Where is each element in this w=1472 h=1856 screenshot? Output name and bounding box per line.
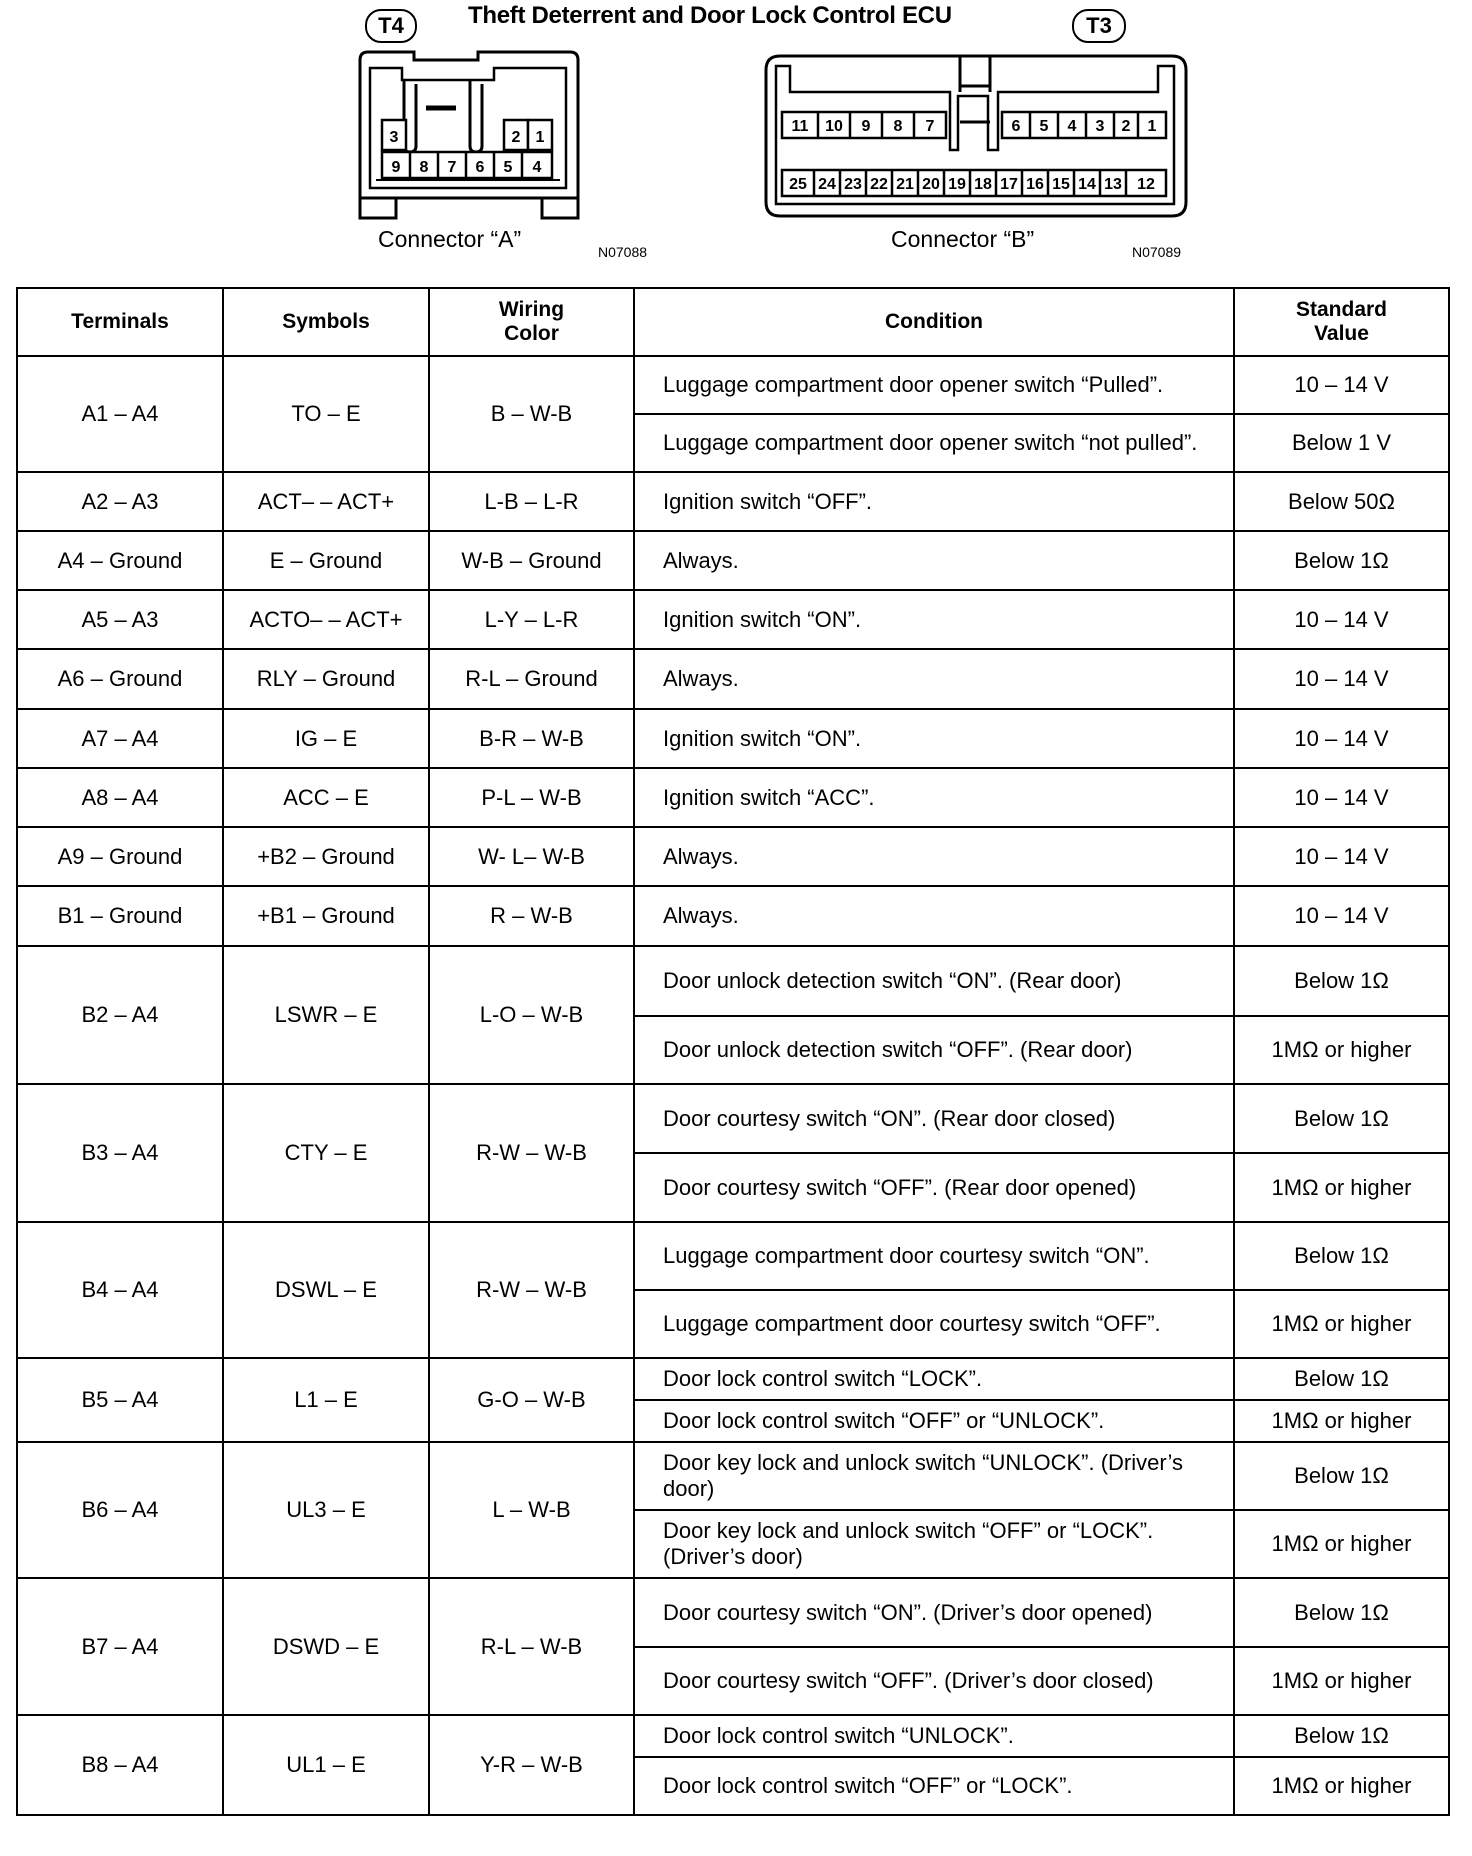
symbols-cell: DSWD – E bbox=[223, 1578, 429, 1715]
standard-value-cell: Below 1Ω bbox=[1234, 531, 1449, 590]
symbols-cell: ACTO– – ACT+ bbox=[223, 590, 429, 649]
standard-value-cell: Below 1Ω bbox=[1234, 1358, 1449, 1400]
terminals-cell: B1 – Ground bbox=[17, 886, 223, 946]
symbols-cell: TO – E bbox=[223, 356, 429, 472]
condition-cell: Ignition switch “ON”. bbox=[634, 709, 1234, 768]
wiring-color-cell: R-W – W-B bbox=[429, 1084, 634, 1222]
condition-cell: Door key lock and unlock switch “UNLOCK”. (Driver’s door) bbox=[634, 1442, 1234, 1510]
col-header-condition: Condition bbox=[634, 288, 1234, 356]
connector-code-badge-t3: T3 bbox=[1072, 9, 1126, 43]
terminals-cell: A9 – Ground bbox=[17, 827, 223, 886]
svg-text:19: 19 bbox=[948, 176, 966, 193]
terminals-cell: B8 – A4 bbox=[17, 1715, 223, 1815]
standard-value-cell: 10 – 14 V bbox=[1234, 768, 1449, 827]
symbols-cell: DSWL – E bbox=[223, 1222, 429, 1358]
svg-text:13: 13 bbox=[1104, 176, 1122, 193]
wiring-color-cell: L-Y – L-R bbox=[429, 590, 634, 649]
standard-value-cell: 1MΩ or higher bbox=[1234, 1647, 1449, 1715]
terminal-inspection-table bbox=[16, 287, 1448, 1816]
svg-text:5: 5 bbox=[503, 159, 513, 176]
svg-text:11: 11 bbox=[791, 118, 809, 135]
svg-text:7: 7 bbox=[925, 118, 935, 135]
svg-text:22: 22 bbox=[870, 176, 888, 193]
condition-cell: Always. bbox=[634, 827, 1234, 886]
symbols-cell: RLY – Ground bbox=[223, 649, 429, 709]
symbols-cell: E – Ground bbox=[223, 531, 429, 590]
table-row bbox=[17, 1715, 1449, 1757]
svg-text:7: 7 bbox=[447, 159, 457, 176]
standard-value-cell: 10 – 14 V bbox=[1234, 649, 1449, 709]
condition-cell: Door lock control switch “OFF” or “LOCK”. bbox=[634, 1757, 1234, 1815]
standard-value-cell: Below 1Ω bbox=[1234, 1084, 1449, 1153]
condition-cell: Door courtesy switch “OFF”. (Rear door opened) bbox=[634, 1153, 1234, 1222]
standard-value-cell: Below 50Ω bbox=[1234, 472, 1449, 531]
standard-value-cell: Below 1Ω bbox=[1234, 1222, 1449, 1290]
wiring-color-cell: L – W-B bbox=[429, 1442, 634, 1578]
condition-cell: Ignition switch “ACC”. bbox=[634, 768, 1234, 827]
standard-value-cell: 1MΩ or higher bbox=[1234, 1400, 1449, 1442]
svg-text:9: 9 bbox=[861, 118, 871, 135]
svg-text:2: 2 bbox=[1121, 118, 1131, 135]
terminals-cell: A1 – A4 bbox=[17, 356, 223, 472]
condition-cell: Door courtesy switch “ON”. (Driver’s door opened) bbox=[634, 1578, 1234, 1647]
terminals-cell: B4 – A4 bbox=[17, 1222, 223, 1358]
terminals-cell: B2 – A4 bbox=[17, 946, 223, 1084]
svg-text:8: 8 bbox=[419, 159, 429, 176]
standard-value-cell: Below 1 V bbox=[1234, 414, 1449, 472]
svg-text:8: 8 bbox=[893, 118, 903, 135]
standard-value-cell: Below 1Ω bbox=[1234, 1715, 1449, 1757]
connector-a-label: Connector “A” bbox=[378, 226, 522, 252]
condition-cell: Door courtesy switch “ON”. (Rear door closed) bbox=[634, 1084, 1234, 1153]
terminals-cell: B6 – A4 bbox=[17, 1442, 223, 1578]
standard-value-cell: Below 1Ω bbox=[1234, 1442, 1449, 1510]
symbols-cell: IG – E bbox=[223, 709, 429, 768]
table-row bbox=[17, 1578, 1449, 1647]
svg-text:4: 4 bbox=[1067, 118, 1077, 135]
svg-text:24: 24 bbox=[818, 176, 836, 193]
table-row bbox=[17, 1084, 1449, 1153]
terminals-cell: A4 – Ground bbox=[17, 531, 223, 590]
terminals-cell: A5 – A3 bbox=[17, 590, 223, 649]
condition-cell: Ignition switch “OFF”. bbox=[634, 472, 1234, 531]
table-row bbox=[17, 886, 1449, 946]
svg-text:14: 14 bbox=[1078, 176, 1096, 193]
table-row bbox=[17, 356, 1449, 414]
wiring-color-cell: P-L – W-B bbox=[429, 768, 634, 827]
symbols-cell: +B2 – Ground bbox=[223, 827, 429, 886]
svg-text:3: 3 bbox=[1095, 118, 1105, 135]
table-header-row bbox=[17, 288, 1449, 356]
connector-b-label: Connector “B” bbox=[891, 226, 1035, 252]
svg-text:10: 10 bbox=[825, 118, 843, 135]
condition-cell: Always. bbox=[634, 886, 1234, 946]
col-header-wiring-color: Wiring Color bbox=[429, 288, 634, 356]
condition-cell: Always. bbox=[634, 649, 1234, 709]
standard-value-cell: 1MΩ or higher bbox=[1234, 1016, 1449, 1084]
wiring-color-cell: R – W-B bbox=[429, 886, 634, 946]
table-row bbox=[17, 827, 1449, 886]
wiring-color-cell: R-L – Ground bbox=[429, 649, 634, 709]
svg-text:21: 21 bbox=[896, 176, 914, 193]
col-header-symbols: Symbols bbox=[223, 288, 429, 356]
svg-text:20: 20 bbox=[922, 176, 940, 193]
wiring-color-cell: Y-R – W-B bbox=[429, 1715, 634, 1815]
condition-cell: Door unlock detection switch “OFF”. (Rear door) bbox=[634, 1016, 1234, 1084]
standard-value-cell: 1MΩ or higher bbox=[1234, 1153, 1449, 1222]
condition-cell: Luggage compartment door courtesy switch “ON”. bbox=[634, 1222, 1234, 1290]
table-row bbox=[17, 1358, 1449, 1400]
connector-b-diagram bbox=[762, 52, 1190, 224]
table-row bbox=[17, 590, 1449, 649]
wiring-color-cell: W- L– W-B bbox=[429, 827, 634, 886]
condition-cell: Luggage compartment door opener switch “not pulled”. bbox=[634, 414, 1234, 472]
svg-text:15: 15 bbox=[1052, 176, 1070, 193]
table-row bbox=[17, 472, 1449, 531]
terminals-cell: B3 – A4 bbox=[17, 1084, 223, 1222]
standard-value-cell: 10 – 14 V bbox=[1234, 886, 1449, 946]
wiring-color-cell: B-R – W-B bbox=[429, 709, 634, 768]
wiring-color-cell: W-B – Ground bbox=[429, 531, 634, 590]
svg-text:6: 6 bbox=[1011, 118, 1021, 135]
wiring-color-cell: L-B – L-R bbox=[429, 472, 634, 531]
table-row bbox=[17, 768, 1449, 827]
condition-cell: Luggage compartment door courtesy switch “OFF”. bbox=[634, 1290, 1234, 1358]
terminals-cell: B7 – A4 bbox=[17, 1578, 223, 1715]
svg-text:12: 12 bbox=[1137, 176, 1155, 193]
symbols-cell: L1 – E bbox=[223, 1358, 429, 1442]
wiring-color-cell: B – W-B bbox=[429, 356, 634, 472]
figure-code-b: N07089 bbox=[1132, 244, 1182, 260]
symbols-cell: CTY – E bbox=[223, 1084, 429, 1222]
svg-text:23: 23 bbox=[844, 176, 862, 193]
connector-a-diagram bbox=[352, 48, 584, 220]
pin-a1: 1 bbox=[535, 129, 545, 146]
svg-text:1: 1 bbox=[1147, 118, 1157, 135]
standard-value-cell: Below 1Ω bbox=[1234, 1578, 1449, 1647]
svg-text:5: 5 bbox=[1039, 118, 1049, 135]
standard-value-cell: 1MΩ or higher bbox=[1234, 1510, 1449, 1578]
svg-text:4: 4 bbox=[532, 159, 542, 176]
table-row bbox=[17, 709, 1449, 768]
condition-cell: Door lock control switch “UNLOCK”. bbox=[634, 1715, 1234, 1757]
svg-text:6: 6 bbox=[475, 159, 485, 176]
standard-value-cell: Below 1Ω bbox=[1234, 946, 1449, 1016]
table-row bbox=[17, 946, 1449, 1016]
standard-value-cell: 1MΩ or higher bbox=[1234, 1757, 1449, 1815]
figure-code-a: N07088 bbox=[598, 244, 648, 260]
condition-cell: Ignition switch “ON”. bbox=[634, 590, 1234, 649]
table-row bbox=[17, 1222, 1449, 1290]
pin-a3: 3 bbox=[389, 129, 399, 146]
standard-value-cell: 10 – 14 V bbox=[1234, 709, 1449, 768]
condition-cell: Door key lock and unlock switch “OFF” or “LOCK”. (Driver’s door) bbox=[634, 1510, 1234, 1578]
page-title: Theft Deterrent and Door Lock Control ECU bbox=[468, 2, 952, 29]
standard-value-cell: 10 – 14 V bbox=[1234, 827, 1449, 886]
col-header-standard-value: Standard Value bbox=[1234, 288, 1449, 356]
terminals-cell: A8 – A4 bbox=[17, 768, 223, 827]
symbols-cell: +B1 – Ground bbox=[223, 886, 429, 946]
condition-cell: Always. bbox=[634, 531, 1234, 590]
wiring-color-cell: L-O – W-B bbox=[429, 946, 634, 1084]
condition-cell: Door unlock detection switch “ON”. (Rear door) bbox=[634, 946, 1234, 1016]
svg-text:25: 25 bbox=[789, 176, 807, 193]
table-row bbox=[17, 649, 1449, 709]
symbols-cell: ACC – E bbox=[223, 768, 429, 827]
condition-cell: Luggage compartment door opener switch “Pulled”. bbox=[634, 356, 1234, 414]
standard-value-cell: 1MΩ or higher bbox=[1234, 1290, 1449, 1358]
pin-a2: 2 bbox=[511, 129, 521, 146]
col-header-terminals: Terminals bbox=[17, 288, 223, 356]
svg-text:9: 9 bbox=[391, 159, 401, 176]
symbols-cell: UL1 – E bbox=[223, 1715, 429, 1815]
wiring-color-cell: G-O – W-B bbox=[429, 1358, 634, 1442]
standard-value-cell: 10 – 14 V bbox=[1234, 590, 1449, 649]
svg-text:16: 16 bbox=[1026, 176, 1044, 193]
symbols-cell: ACT– – ACT+ bbox=[223, 472, 429, 531]
condition-cell: Door lock control switch “LOCK”. bbox=[634, 1358, 1234, 1400]
terminals-cell: A6 – Ground bbox=[17, 649, 223, 709]
condition-cell: Door courtesy switch “OFF”. (Driver’s door closed) bbox=[634, 1647, 1234, 1715]
connector-code-badge-t4: T4 bbox=[365, 9, 417, 43]
terminals-cell: A7 – A4 bbox=[17, 709, 223, 768]
terminals-cell: A2 – A3 bbox=[17, 472, 223, 531]
symbols-cell: UL3 – E bbox=[223, 1442, 429, 1578]
symbols-cell: LSWR – E bbox=[223, 946, 429, 1084]
wiring-color-cell: R-L – W-B bbox=[429, 1578, 634, 1715]
wiring-color-cell: R-W – W-B bbox=[429, 1222, 634, 1358]
svg-text:17: 17 bbox=[1000, 176, 1018, 193]
condition-cell: Door lock control switch “OFF” or “UNLOCK”. bbox=[634, 1400, 1234, 1442]
standard-value-cell: 10 – 14 V bbox=[1234, 356, 1449, 414]
terminals-cell: B5 – A4 bbox=[17, 1358, 223, 1442]
table-row bbox=[17, 1442, 1449, 1510]
svg-text:18: 18 bbox=[974, 176, 992, 193]
table-row bbox=[17, 531, 1449, 590]
